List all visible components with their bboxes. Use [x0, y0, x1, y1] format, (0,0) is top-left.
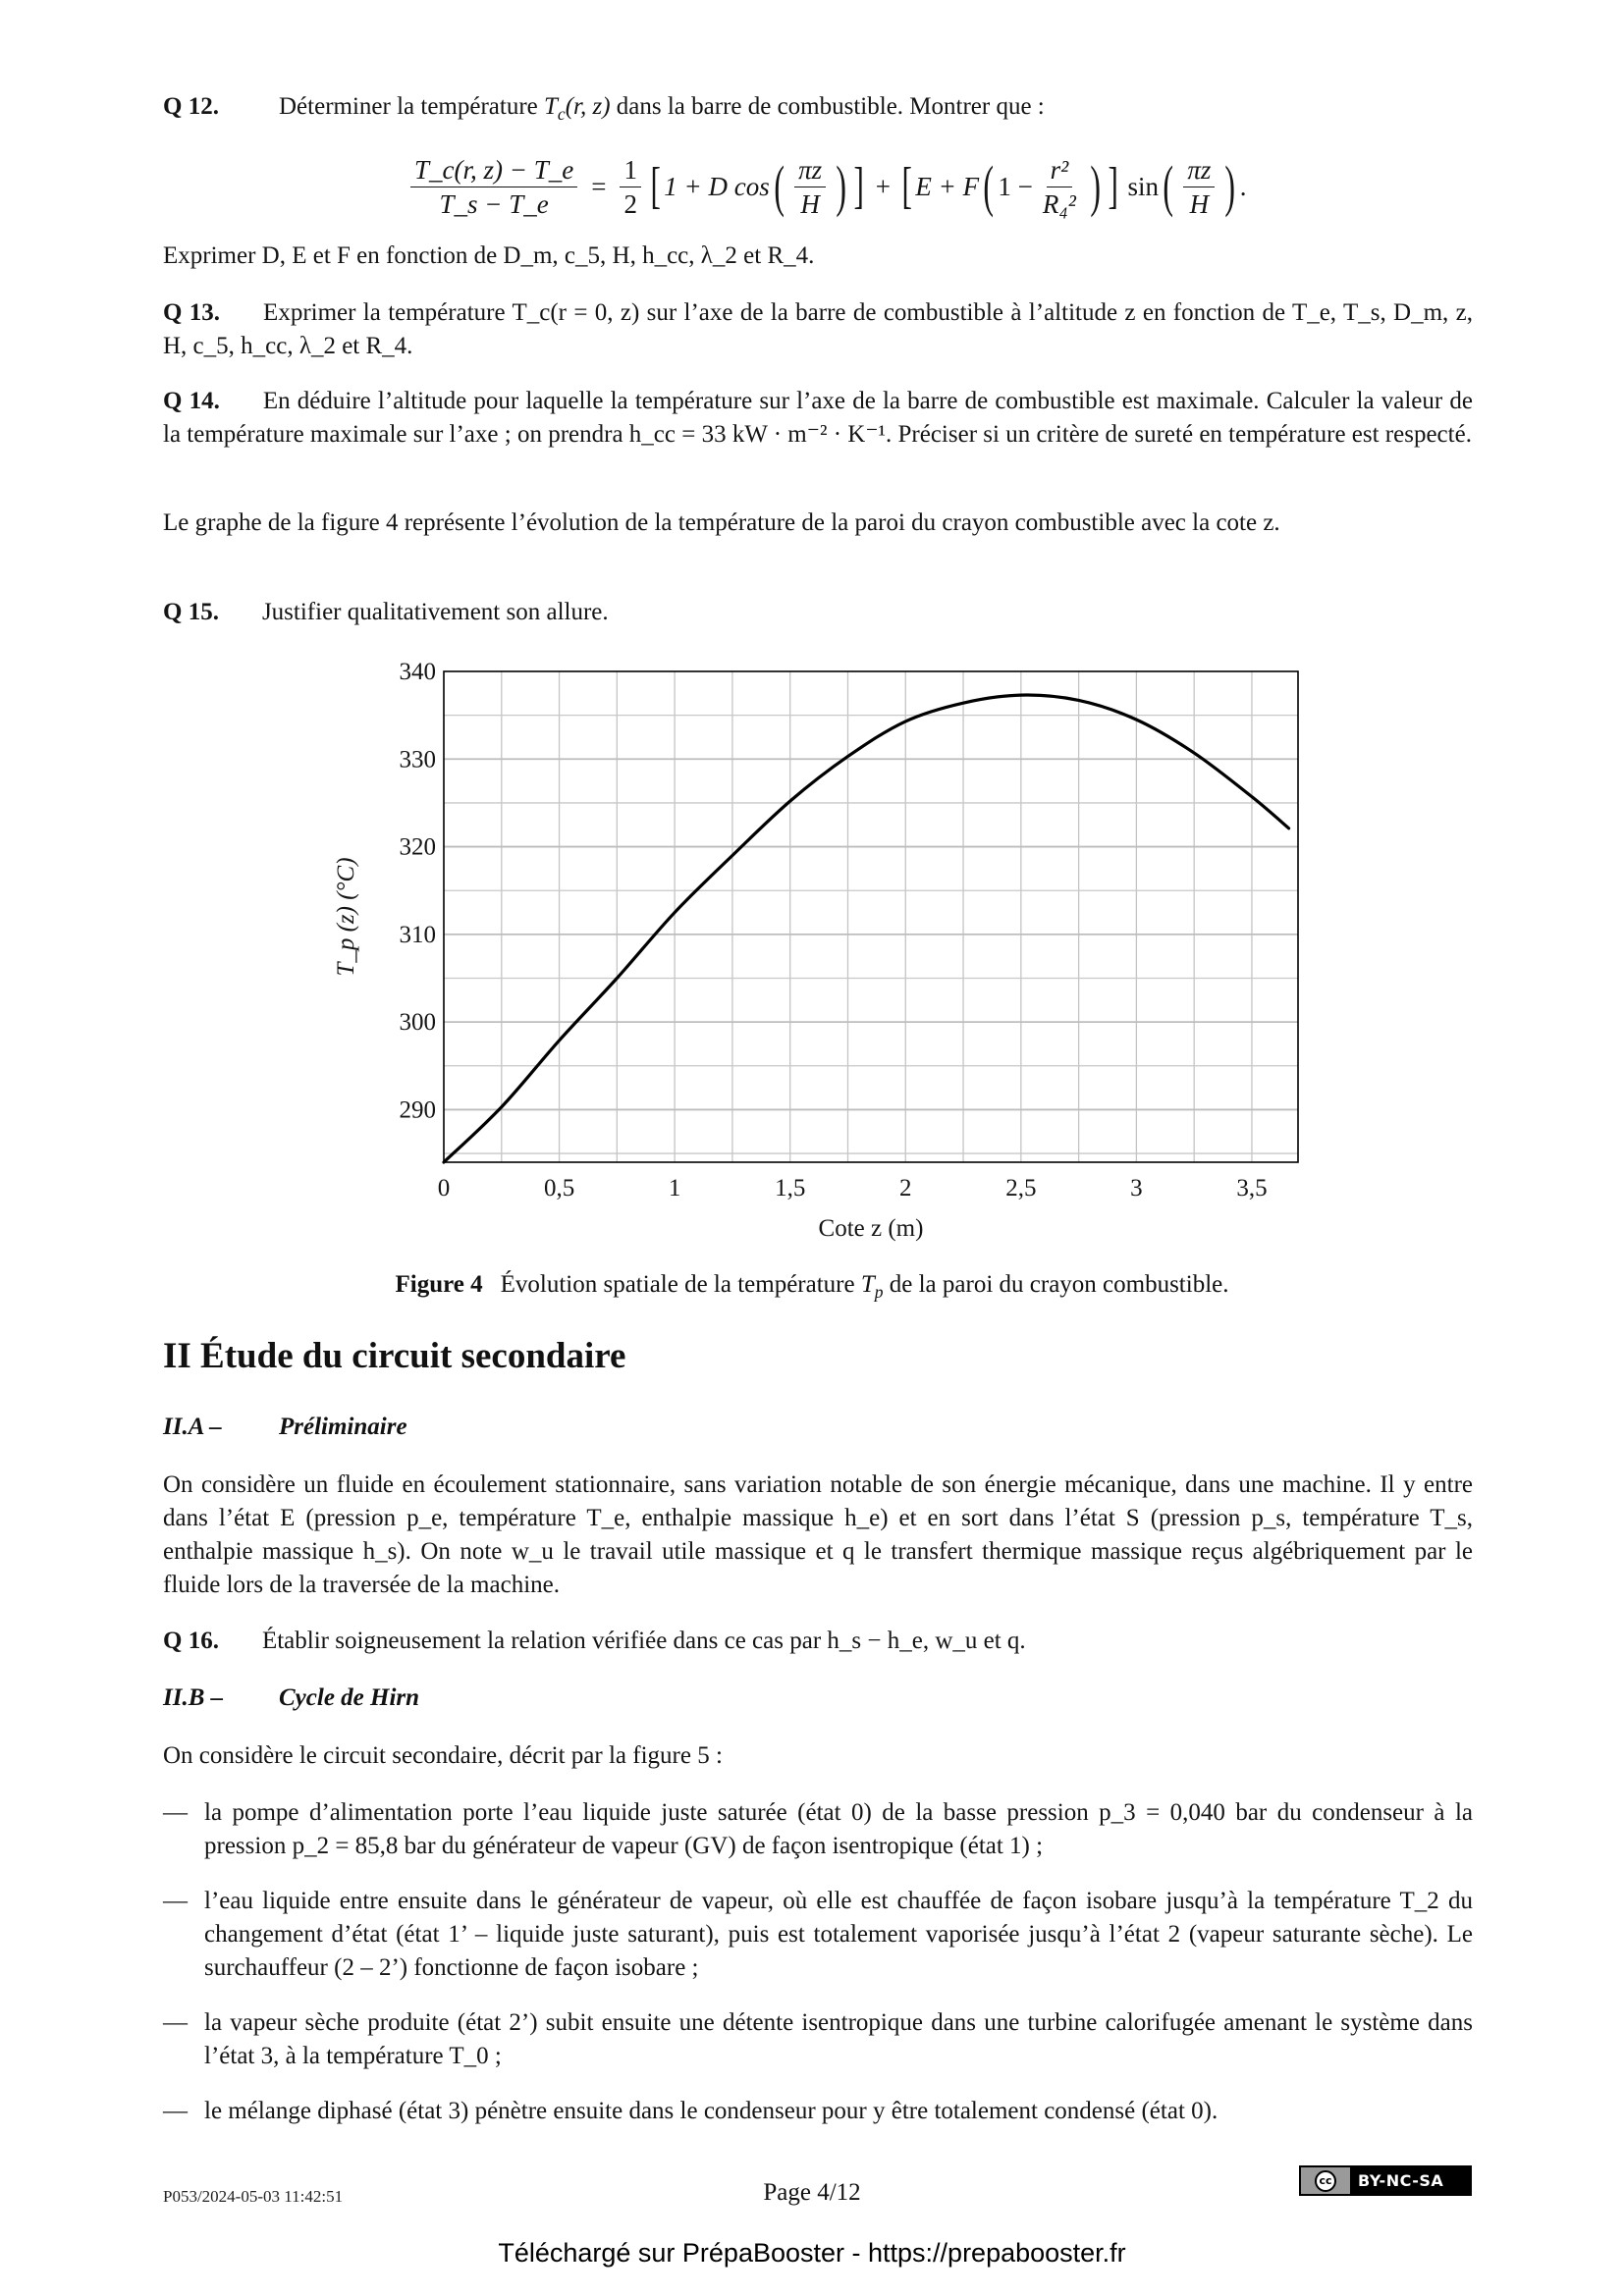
q13-number: Q 13. — [163, 299, 221, 326]
formula-paren-close: ) — [836, 154, 847, 218]
y-tick-label: 300 — [399, 1009, 436, 1037]
formula-paren2-close: ) — [1090, 154, 1101, 218]
list-item — [163, 2006, 1473, 2073]
formula-piz-over-h-2: $\frac{\pi z}{H}$ — [1183, 155, 1215, 219]
figure4-caption-label: Figure 4 — [395, 1271, 483, 1298]
bullet-dash: — — [163, 2098, 188, 2124]
x-tick-label: 3,5 — [1236, 1175, 1268, 1201]
x-tick-label: 3 — [1130, 1175, 1143, 1201]
y-tick-label: 340 — [399, 659, 436, 685]
figure4-caption — [0, 1271, 1624, 1302]
list-item — [163, 1796, 1473, 1863]
y-tick-label: 320 — [399, 833, 436, 861]
chart-grid — [444, 671, 1298, 1162]
formula-sin: sin — [1127, 171, 1160, 201]
formula-paren-open: ( — [774, 154, 785, 218]
y-tick-label: 330 — [399, 746, 436, 774]
q12-text-before: Déterminer la température — [279, 93, 544, 120]
bullet-dash: — — [163, 1888, 188, 1914]
figure4-caption-text-after: de la paroi du crayon combustible. — [883, 1271, 1229, 1298]
q13-text: Exprimer la température T_c(r = 0, z) sur l’axe de la barre de combustible à l’altitude z en fonction de T_e, T_s, D_m, z, H, c_5, h_cc, λ_2 et R_4. — [163, 299, 1473, 359]
download-source-link[interactable]: Téléchargé sur PrépaBooster - https://prepabooster.fr — [498, 2238, 1126, 2268]
subsection-b-title: Cycle de Hirn — [279, 1684, 420, 1711]
chart-axes — [444, 671, 1298, 1162]
q16-text: Établir soigneusement la relation vérifiée dans ce cas par h_s − h_e, w_u et q. — [261, 1628, 1026, 1654]
formula-term1: 1 + D cos — [664, 171, 770, 201]
q12-formula — [405, 147, 1249, 226]
y-tick-label: 290 — [399, 1096, 436, 1124]
subsection-a-heading — [163, 1414, 407, 1441]
x-tick-label: 1 — [668, 1175, 681, 1201]
bullet-dash: — — [163, 2009, 188, 2036]
q14-number: Q 14. — [163, 388, 220, 414]
subsection-a-label: II.A – — [163, 1414, 222, 1440]
figure4-caption-text-before: Évolution spatiale de la température — [500, 1271, 861, 1298]
q12-line — [163, 90, 1045, 124]
plot-frame — [444, 671, 1298, 1162]
q16 — [163, 1625, 1473, 1658]
cc-license-badge[interactable] — [1299, 2165, 1472, 2196]
x-tick-label: 2 — [899, 1175, 912, 1201]
formula-bracket2-close: ] — [1108, 158, 1119, 214]
formula-end: . — [1239, 171, 1247, 201]
q12-args: (r, z) — [565, 93, 611, 120]
q14-text: En déduire l’altitude pour laquelle la température sur l’axe de la barre de combustible est maximale. Calculer la valeur de la température maximale sur l’axe ; on prendra h_cc = 33 kW · m⁻² · K⁻¹. Préciser si un critère de sureté en température est respecté. — [163, 388, 1473, 448]
formula-r2-over-r42: $\frac{\text{r²}}{\text{R₄²}}$ — [1042, 154, 1076, 219]
x-tick-label: 0 — [437, 1175, 451, 1201]
document-reference: P053/2024-05-03 11:42:51 — [163, 2187, 344, 2206]
subsection-b-label: II.B – — [163, 1684, 224, 1711]
figure4-chart — [324, 658, 1326, 1256]
page-number: Page 4/12 — [763, 2179, 861, 2206]
formula-equals: = — [591, 171, 607, 201]
formula-one-minus: 1 − — [998, 171, 1033, 201]
q15-text: Justifier qualitativement son allure. — [261, 599, 609, 625]
chart-x-label: Cote z (m) — [818, 1215, 924, 1242]
q16-number: Q 16. — [163, 1628, 219, 1654]
list-item — [163, 1885, 1473, 1985]
q12-symbol: $T_c$ — [544, 93, 566, 124]
y-tick-label: 310 — [399, 921, 436, 948]
chart-y-ticks — [400, 659, 437, 1123]
formula-lhs-numerator: T_c(r, z) − T_e — [410, 155, 577, 187]
formula-paren2-open: ( — [983, 154, 995, 218]
list-item-text: la pompe d’alimentation porte l’eau liquide juste saturée (état 0) de la basse pression p_3 = 0,040 bar du condenseur à la pression p_2 = 85,8 bar du générateur de vapeur (GV) de façon isentropique (état 1) ; — [204, 1799, 1473, 1859]
q12-follow-up: Exprimer D, E et F en fonction de D_m, c_5, H, h_cc, λ_2 et R_4. — [163, 242, 815, 269]
license-text: BY-NC-SA — [1358, 2171, 1444, 2190]
q15 — [163, 596, 1473, 629]
list-item-text: la vapeur sèche produite (état 2’) subit ensuite une détente isentropique dans une turbine calorifugée amenant le système dans l’état 3, à la température T_0 ; — [204, 2009, 1473, 2069]
formula-lhs — [410, 155, 577, 219]
q13 — [163, 296, 1473, 363]
formula-paren3-open: ( — [1163, 154, 1174, 218]
chart-series — [444, 695, 1289, 1162]
bullet-dash: — — [163, 1799, 188, 1826]
formula-plus: + — [875, 171, 892, 201]
x-tick-label: 0,5 — [543, 1175, 575, 1201]
subsection-a-title: Préliminaire — [279, 1414, 407, 1440]
cc-icon-container — [1301, 2167, 1350, 2194]
subsection-b-intro: On considère le circuit secondaire, décrit par la figure 5 : — [163, 1742, 723, 1769]
formula-bracket2-open: [ — [901, 158, 912, 214]
series-line-tp — [444, 695, 1289, 1162]
q15-number: Q 15. — [163, 599, 219, 625]
section-title: II Étude du circuit secondaire — [163, 1336, 626, 1376]
cc-icon: cc — [1315, 2170, 1336, 2192]
formula-piz-over-h: $\frac{\pi z}{H}$ — [794, 155, 826, 219]
formula-paren3-close: ) — [1224, 154, 1236, 218]
formula-bracket-close: ] — [853, 158, 865, 214]
chart-x-ticks — [438, 1175, 1268, 1201]
x-tick-label: 2,5 — [1005, 1175, 1037, 1201]
chart-y-label: T_p (z) (°C) — [333, 857, 359, 977]
q12-text-after: dans la barre de combustible. Montrer que : — [610, 93, 1045, 120]
figure4-intro: Le graphe de la figure 4 représente l’évolution de la température de la paroi du crayon combustible avec la cote z. — [163, 509, 1280, 536]
formula-term2: E + F — [915, 171, 980, 201]
q14 — [163, 385, 1473, 452]
list-item — [163, 2095, 1473, 2128]
subsection-a-paragraph: On considère un fluide en écoulement stationnaire, sans variation notable de son énergie mécanique, dans une machine. Il y entre dans l’état E (pression p_e, température T_e, enthalpie massique h_e) et en sort dans l’état S (pression p_s, température T_s, enthalpie massique h_s). On note w_u le travail utile massique et q le transfert thermique massique reçus algébriquement par le fluide lors de la traversée de la machine. — [163, 1471, 1473, 1598]
formula-lhs-denominator: T_s − T_e — [439, 188, 549, 219]
x-tick-label: 1,5 — [775, 1175, 806, 1201]
figure4-caption-symbol: $T_p$ — [860, 1271, 884, 1302]
list-item-text: le mélange diphasé (état 3) pénètre ensuite dans le condenseur pour y être totalement condensé (état 0). — [204, 2098, 1218, 2124]
formula-half: $\frac{1}{2}$ — [620, 155, 641, 219]
list-item-text: l’eau liquide entre ensuite dans le générateur de vapeur, où elle est chauffée de façon isobare jusqu’à la température T_2 du changement d’état (état 1’ – liquide juste saturant), puis est totalement vaporisée jusqu’à l’état 2 (vapeur saturante sèche). Le surchauffeur (2 – 2’) fonctionne de façon isobare ; — [204, 1888, 1473, 1981]
subsection-b-heading — [163, 1684, 419, 1712]
q12-number: Q 12. — [163, 93, 219, 120]
formula-bracket-open: [ — [650, 158, 661, 214]
